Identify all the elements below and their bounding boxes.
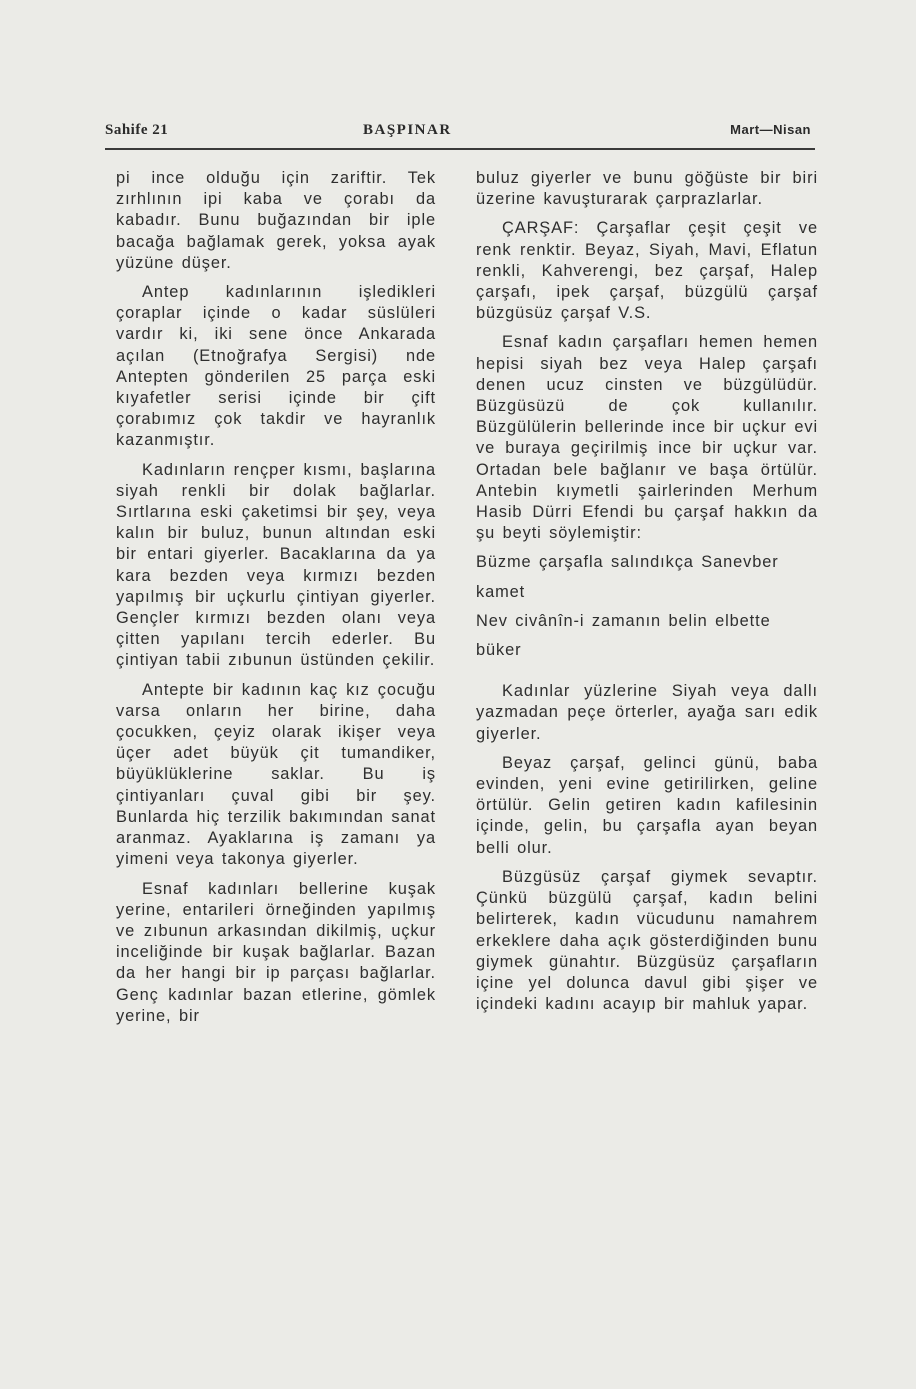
paragraph: Kadınlar yüzlerine Siyah veya dallı yazmadan peçe örterler, ayağa sarı edik giyerler.	[476, 682, 818, 743]
verse-line-continuation: kamet	[476, 582, 526, 601]
verse-line-continuation: büker	[476, 641, 522, 660]
right-column	[476, 168, 818, 1023]
verse	[476, 552, 818, 661]
paragraph: Antepte bir kadının kaç kız çocuğu varsa onların her birine, daha çocukken, çeyiz olarak ikişer veya üçer adet büyük çit tumandiker, büyüklüklerine saklar. Bu iş çintiyanları çuval gibi bir şey. Bunlarda hiç terzilik bakımından sanat aranmaz. Ayaklarına iş zamanı ya yimeni veya takonya giyerler.	[116, 680, 436, 869]
journal-title: BAŞPINAR	[363, 122, 452, 138]
paragraph: pi ince olduğu için zariftir. Tek zırhlının ipi kaba ve çorabı da kabadır. Bunu buğazından bir iple bacağa bağlamak gerek, yoksa ayak yüzüne düşer.	[116, 169, 436, 272]
verse-line: Büzme çarşafla salındıkça Sanevber	[476, 553, 779, 572]
paragraph: Büzgüsüz çarşaf giymek sevaptır. Çünkü büzgülü çarşaf, kadın belini belirterek, kadın vücudunu namahrem erkeklere daha açık gösterdiğinden bunu giymek günahtır. Büzgüsüz çarşafların içine yel dolunca davul gibi şişer ve içindeki kadını acayıp bir mahluk yapar.	[476, 867, 818, 1014]
paragraph: buluz giyerler ve bunu göğüste bir biri üzerine kavuşturarak çarprazlarlar.	[476, 169, 818, 209]
left-column	[116, 168, 436, 1035]
issue-date: Mart—Nisan	[730, 122, 811, 137]
page-header	[105, 118, 815, 150]
paragraph: Esnaf kadınları bellerine kuşak yerine, entarileri örneğinden yapılmış ve zıbunun arkasından dikilmiş, uçkur inceliğinde bir kuşak bağlarlar. Bazan da her hangi bir ip parçası bağlarlar. Genç kadınlar bazan etlerine, gömlek yerine, bir	[116, 879, 436, 1025]
paragraph: ÇARŞAF: Çarşaflar çeşit çeşit ve renk renktir. Beyaz, Siyah, Mavi, Eflatun renkli, Kahverengi, bez çarşaf, Halep çarşafı, ipek çarşaf, büzgülü çarşaf büzgüsüz çarşaf V.S.	[476, 219, 818, 323]
verse-line: Nev civânîn-i zamanın belin elbette	[476, 611, 771, 630]
paragraph: Antep kadınlarının işledikleri çoraplar içinde o kadar süslüleri vardır ki, iki sene önce Ankarada açılan (Etnoğrafya Sergisi) nde Antepten gönderilen 25 parça eski kıyafetler serisi içinde bir çift çorabımız çok takdir ve hayranlık kazanmıştır.	[116, 283, 436, 450]
paragraph: Beyaz çarşaf, gelinci günü, baba evinden, yeni evine getirilirken, geline örtülür. Gelin getiren kadın kafilesinin içinde, gelin, bu çarşafla ayan beyan belli olur.	[476, 753, 818, 857]
page-number: Sahife 21	[105, 122, 169, 138]
paragraph: Esnaf kadın çarşafları hemen hemen hepisi siyah bez veya Halep çarşafı denen ucuz cinsten ve büzgülüdür. Büzgüsüzü de çok kullanılır. Büzgülülerin bellerinde ince bir uçkur evi ve buraya geçirilmiş ince bir uçkur var. Ortadan bele bağlanır ve başa örtülür. Antebin kıymetli şairlerinden Merhum Hasib Dürri Efendi bu çarşaf hakkın da şu beyti söylemiştir:	[476, 333, 818, 543]
paragraph: Kadınların rençper kısmı, başlarına siyah renkli bir dolak bağlarlar. Sırtlarına eski çaketimsi bir şey, veya kalın bir buluz, bunun altından eski bir entari giyerler. Bacaklarına da ya kara bezden veya kırmızı bezden yapılmış bir uçkurlu çintiyan giyerler. Gençler kırmızı bezden olanı veya çitten yapılanı tercih ederler. Bu çintiyan tabii zıbunun üstünden çekilir.	[116, 460, 436, 670]
